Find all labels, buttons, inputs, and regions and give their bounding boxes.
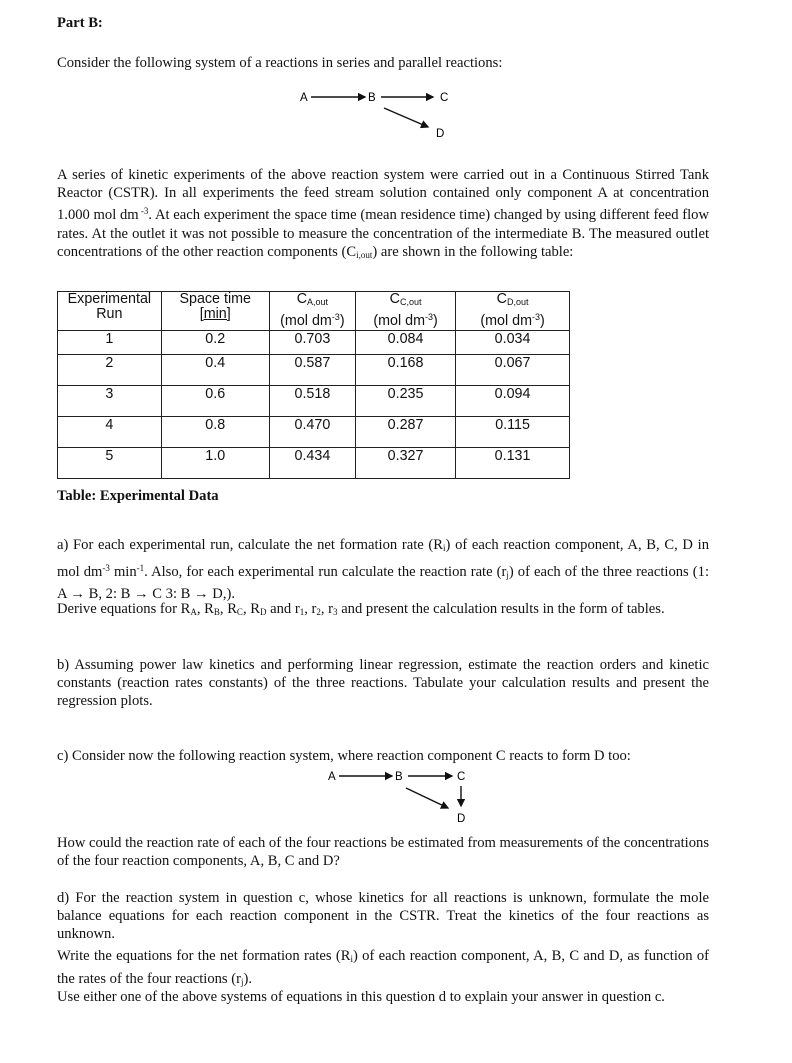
cell-cd: 0.094 xyxy=(456,386,570,417)
cell-run: 2 xyxy=(58,355,162,386)
question-a-derive: Derive equations for $R_A$, $R_B$, $R_C$, $R_D$ and $r_1$, $r_2$, $r_3$ and present the calculation results in the form of tables. xyxy=(57,601,665,617)
cell-cc: 0.235 xyxy=(356,386,456,417)
cell-ca: 0.518 xyxy=(269,386,355,417)
cell-cc: 0.084 xyxy=(356,331,456,355)
cell-space-time: 0.8 xyxy=(161,417,269,448)
cell-ca: 0.434 xyxy=(269,448,355,479)
scheme2-d: D xyxy=(457,813,466,825)
cell-ca: 0.703 xyxy=(269,331,355,355)
experiment-description: A series of kinetic experiments of the above reaction system were carried out in a Continuous Stirred Tank Reactor (CSTR). In all experiments the feed stream solution contained only component A at concentration 1.000 mol dm $^{-3}$. At each experiment the space time (mean residence time) changed by using different feed flow rates. At the outlet it was not possible to measure the concentration of the intermediate B. The measured outlet concentrations of the other reaction components $(C_{i,out})$ are shown in the following table: xyxy=(57,167,710,260)
scheme1-b: B xyxy=(368,92,376,104)
question-a-text: a) For each experimental run, calculate the net formation rate $(R_i)$ of each reaction component, A, B, C, D in mol $dm^{-3}$ $\min^{-1}$. Also, for each experimental run calculate the reaction rate $(r_j)$ of each of the three reactions (1: A → B, 2: B → C 3: B → D,). xyxy=(57,537,710,602)
scheme1-d: D xyxy=(436,128,445,140)
header-run: Experimental Run xyxy=(58,292,162,331)
arrow-b-d xyxy=(384,108,428,127)
scheme2-c: C xyxy=(457,771,466,783)
scheme1-c: C xyxy=(440,92,449,104)
question-b-text: b) Assuming power law kinetics and performing linear regression, estimate the reaction orders and kinetic constants (reaction rates constants) of the three reactions. Tabulate your calculation results and present the regression plots. xyxy=(57,657,709,710)
table-caption: Table: Experimental Data xyxy=(57,488,219,504)
cell-run: 3 xyxy=(58,386,162,417)
cell-cc: 0.168 xyxy=(356,355,456,386)
cell-cd: 0.131 xyxy=(456,448,570,479)
scheme1-a: A xyxy=(300,92,308,104)
scheme2-b: B xyxy=(395,771,403,783)
cell-cd: 0.034 xyxy=(456,331,570,355)
question-c-followup: How could the reaction rate of each of the four reactions be estimated from measurements of the concentrations of the four reaction components, A, B, C and D? xyxy=(57,835,710,870)
cell-space-time: 1.0 xyxy=(161,448,269,479)
cell-run: 5 xyxy=(58,448,162,479)
cell-space-time: 0.2 xyxy=(161,331,269,355)
table-row xyxy=(58,417,570,448)
arrow2-b-d xyxy=(406,788,448,808)
cell-ca: 0.470 xyxy=(269,417,355,448)
cell-cd: 0.115 xyxy=(456,417,570,448)
cell-ca: 0.587 xyxy=(269,355,355,386)
header-ca-out: $C_{A,out}$ (mol $dm^{-3}$) xyxy=(269,292,355,331)
experimental-data-table xyxy=(57,291,570,479)
table-header-row xyxy=(58,292,570,331)
table-row xyxy=(58,448,570,479)
header-cd-out: $C_{D,out}$ (mol $dm^{-3}$) xyxy=(456,292,570,331)
reaction-scheme-1 xyxy=(290,86,470,142)
cell-space-time: 0.4 xyxy=(161,355,269,386)
cell-space-time: 0.6 xyxy=(161,386,269,417)
table-row xyxy=(58,386,570,417)
question-d-explain: Use either one of the above systems of equations in this question d to explain your answer in question c. xyxy=(57,989,665,1005)
scheme2-a: A xyxy=(328,771,336,783)
cell-cd: 0.067 xyxy=(456,355,570,386)
cell-cc: 0.287 xyxy=(356,417,456,448)
header-space-time: Space time [min] xyxy=(161,292,269,331)
part-title: Part B: xyxy=(57,15,103,31)
reaction-scheme-2 xyxy=(320,766,480,828)
cell-run: 1 xyxy=(58,331,162,355)
table-row xyxy=(58,355,570,386)
intro-text: Consider the following system of a reactions in series and parallel reactions: xyxy=(57,55,503,71)
table-row xyxy=(58,331,570,355)
header-cc-out: $C_{C,out}$ (mol $dm^{-3}$) xyxy=(356,292,456,331)
cell-cc: 0.327 xyxy=(356,448,456,479)
question-d-rates: Write the equations for the net formation rates $(R_i)$ of each reaction component, A, B, C and D, as function of the rates of the four reactions $(r_j)$. xyxy=(57,948,709,987)
question-c-text: c) Consider now the following reaction system, where reaction component C reacts to form D too: xyxy=(57,748,631,764)
question-d-text: d) For the reaction system in question c, whose kinetics for all reactions is unknown, formulate the mole balance equations for each reaction component in the CSTR. Treat the kinetics of the four reactions as unknown. xyxy=(57,890,709,943)
cell-run: 4 xyxy=(58,417,162,448)
